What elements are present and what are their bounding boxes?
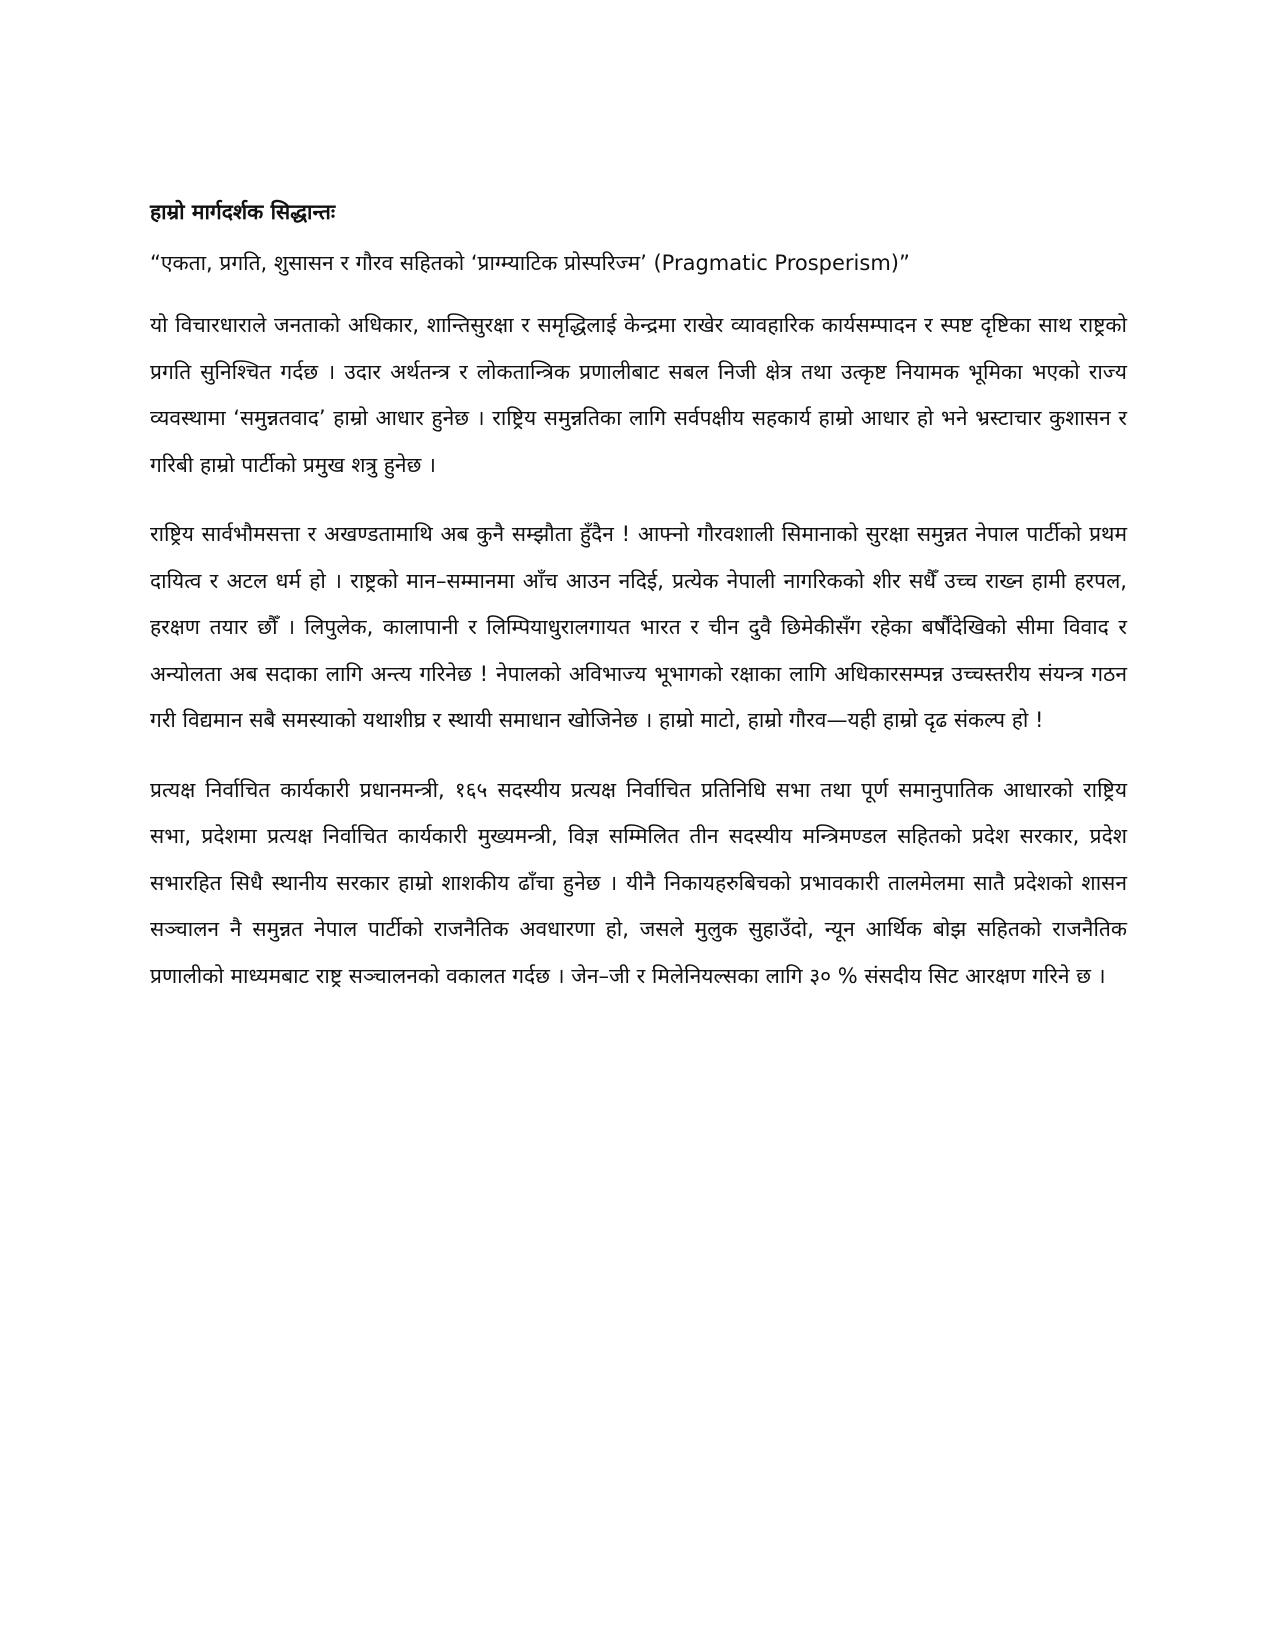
paragraph-ideology: यो विचारधाराले जनताको अधिकार, शान्तिसुरक्षा र समृद्धिलाई केन्द्रमा राखेर व्यावहारिक कार्यसम्पादन र स्पष्ट दृष्टिका साथ राष्ट्रको प्रगति सुनिश्चित गर्दछ । उदार अर्थतन्त्र र लोकतान्त्रिक प्रणालीबाट सबल निजी क्षेत्र तथा उत्कृष्ट नियामक भूमिका भएको राज्य व्यवस्थामा ‘समुन्नतवाद’ हाम्रो आधार हुनेछ । राष्ट्रिय समुन्नतिका लागि सर्वपक्षीय सहकार्य हाम्रो आधार हो भने भ्रस्टाचार कुशासन र गरिबी हाम्रो पार्टीको प्रमुख शत्रु हुनेछ । (150, 313, 1127, 477)
document-page (150, 196, 1127, 1022)
paragraph-governance: प्रत्यक्ष निर्वाचित कार्यकारी प्रधानमन्त्री, १६५ सदस्यीय प्रत्यक्ष निर्वाचित प्रतिनिधि सभा तथा पूर्ण समानुपातिक आधारको राष्ट्रिय सभा, प्रदेशमा प्रत्यक्ष निर्वाचित कार्यकारी मुख्यमन्त्री, विज्ञ सम्मिलित तीन सदस्यीय मन्त्रिमण्डल सहितको प्रदेश सरकार, प्रदेश सभारहित सिधै स्थानीय सरकार हाम्रो शाशकीय ढाँचा हुनेछ । यीनै निकायहरुबिचको प्रभावकारी तालमेलमा सातै प्रदेशको शासन सञ्चालन नै समुन्नत नेपाल पार्टीको राजनैतिक अवधारणा हो, जसले मुलुक सुहाउँदो, न्यून आर्थिक बोझ सहितको राजनैतिक प्रणालीको माध्यमबाट राष्ट्र सञ्चालनको वकालत गर्दछ । जेन–जी र मिलेनियल्सका लागि ३० % संसदीय सिट आरक्षण गरिने छ । (150, 777, 1127, 988)
guiding-slogan: “एकता, प्रगति, शुसासन र गौरव सहितको ‘प्राग्म्याटिक प्रोस्परिज्म’ (Pragmatic Prosperism)” (150, 251, 910, 275)
paragraph-sovereignty: राष्ट्रिय सार्वभौमसत्ता र अखण्डतामाथि अब कुनै सम्झौता हुँदैन ! आफ्नो गौरवशाली सिमानाको सुरक्षा समुन्नत नेपाल पार्टीको प्रथम दायित्व र अटल धर्म हो । राष्ट्रको मान–सम्मानमा आँच आउन नदिई, प्रत्येक नेपाली नागरिकको शीर सधैँ उच्च राख्न हामी हरपल, हरक्षण तयार छौँ । लिपुलेक, कालापानी र लिम्पियाधुरालगायत भारत र चीन दुवै छिमेकीसँग रहेका बर्षौंदेखिको सीमा विवाद र अन्योलता अब सदाका लागि अन्त्य गरिनेछ ! नेपालको अविभाज्य भूभागको रक्षाका लागि अधिकारसम्पन्न उच्चस्तरीय संयन्त्र गठन गरी विद्यमान सबै समस्याको यथाशीघ्र र स्थायी समाधान खोजिनेछ । हाम्रो माटो, हाम्रो गौरव—यही हाम्रो दृढ संकल्प हो ! (150, 522, 1127, 732)
section-heading: हाम्रो मार्गदर्शक सिद्धान्तः (150, 200, 336, 224)
